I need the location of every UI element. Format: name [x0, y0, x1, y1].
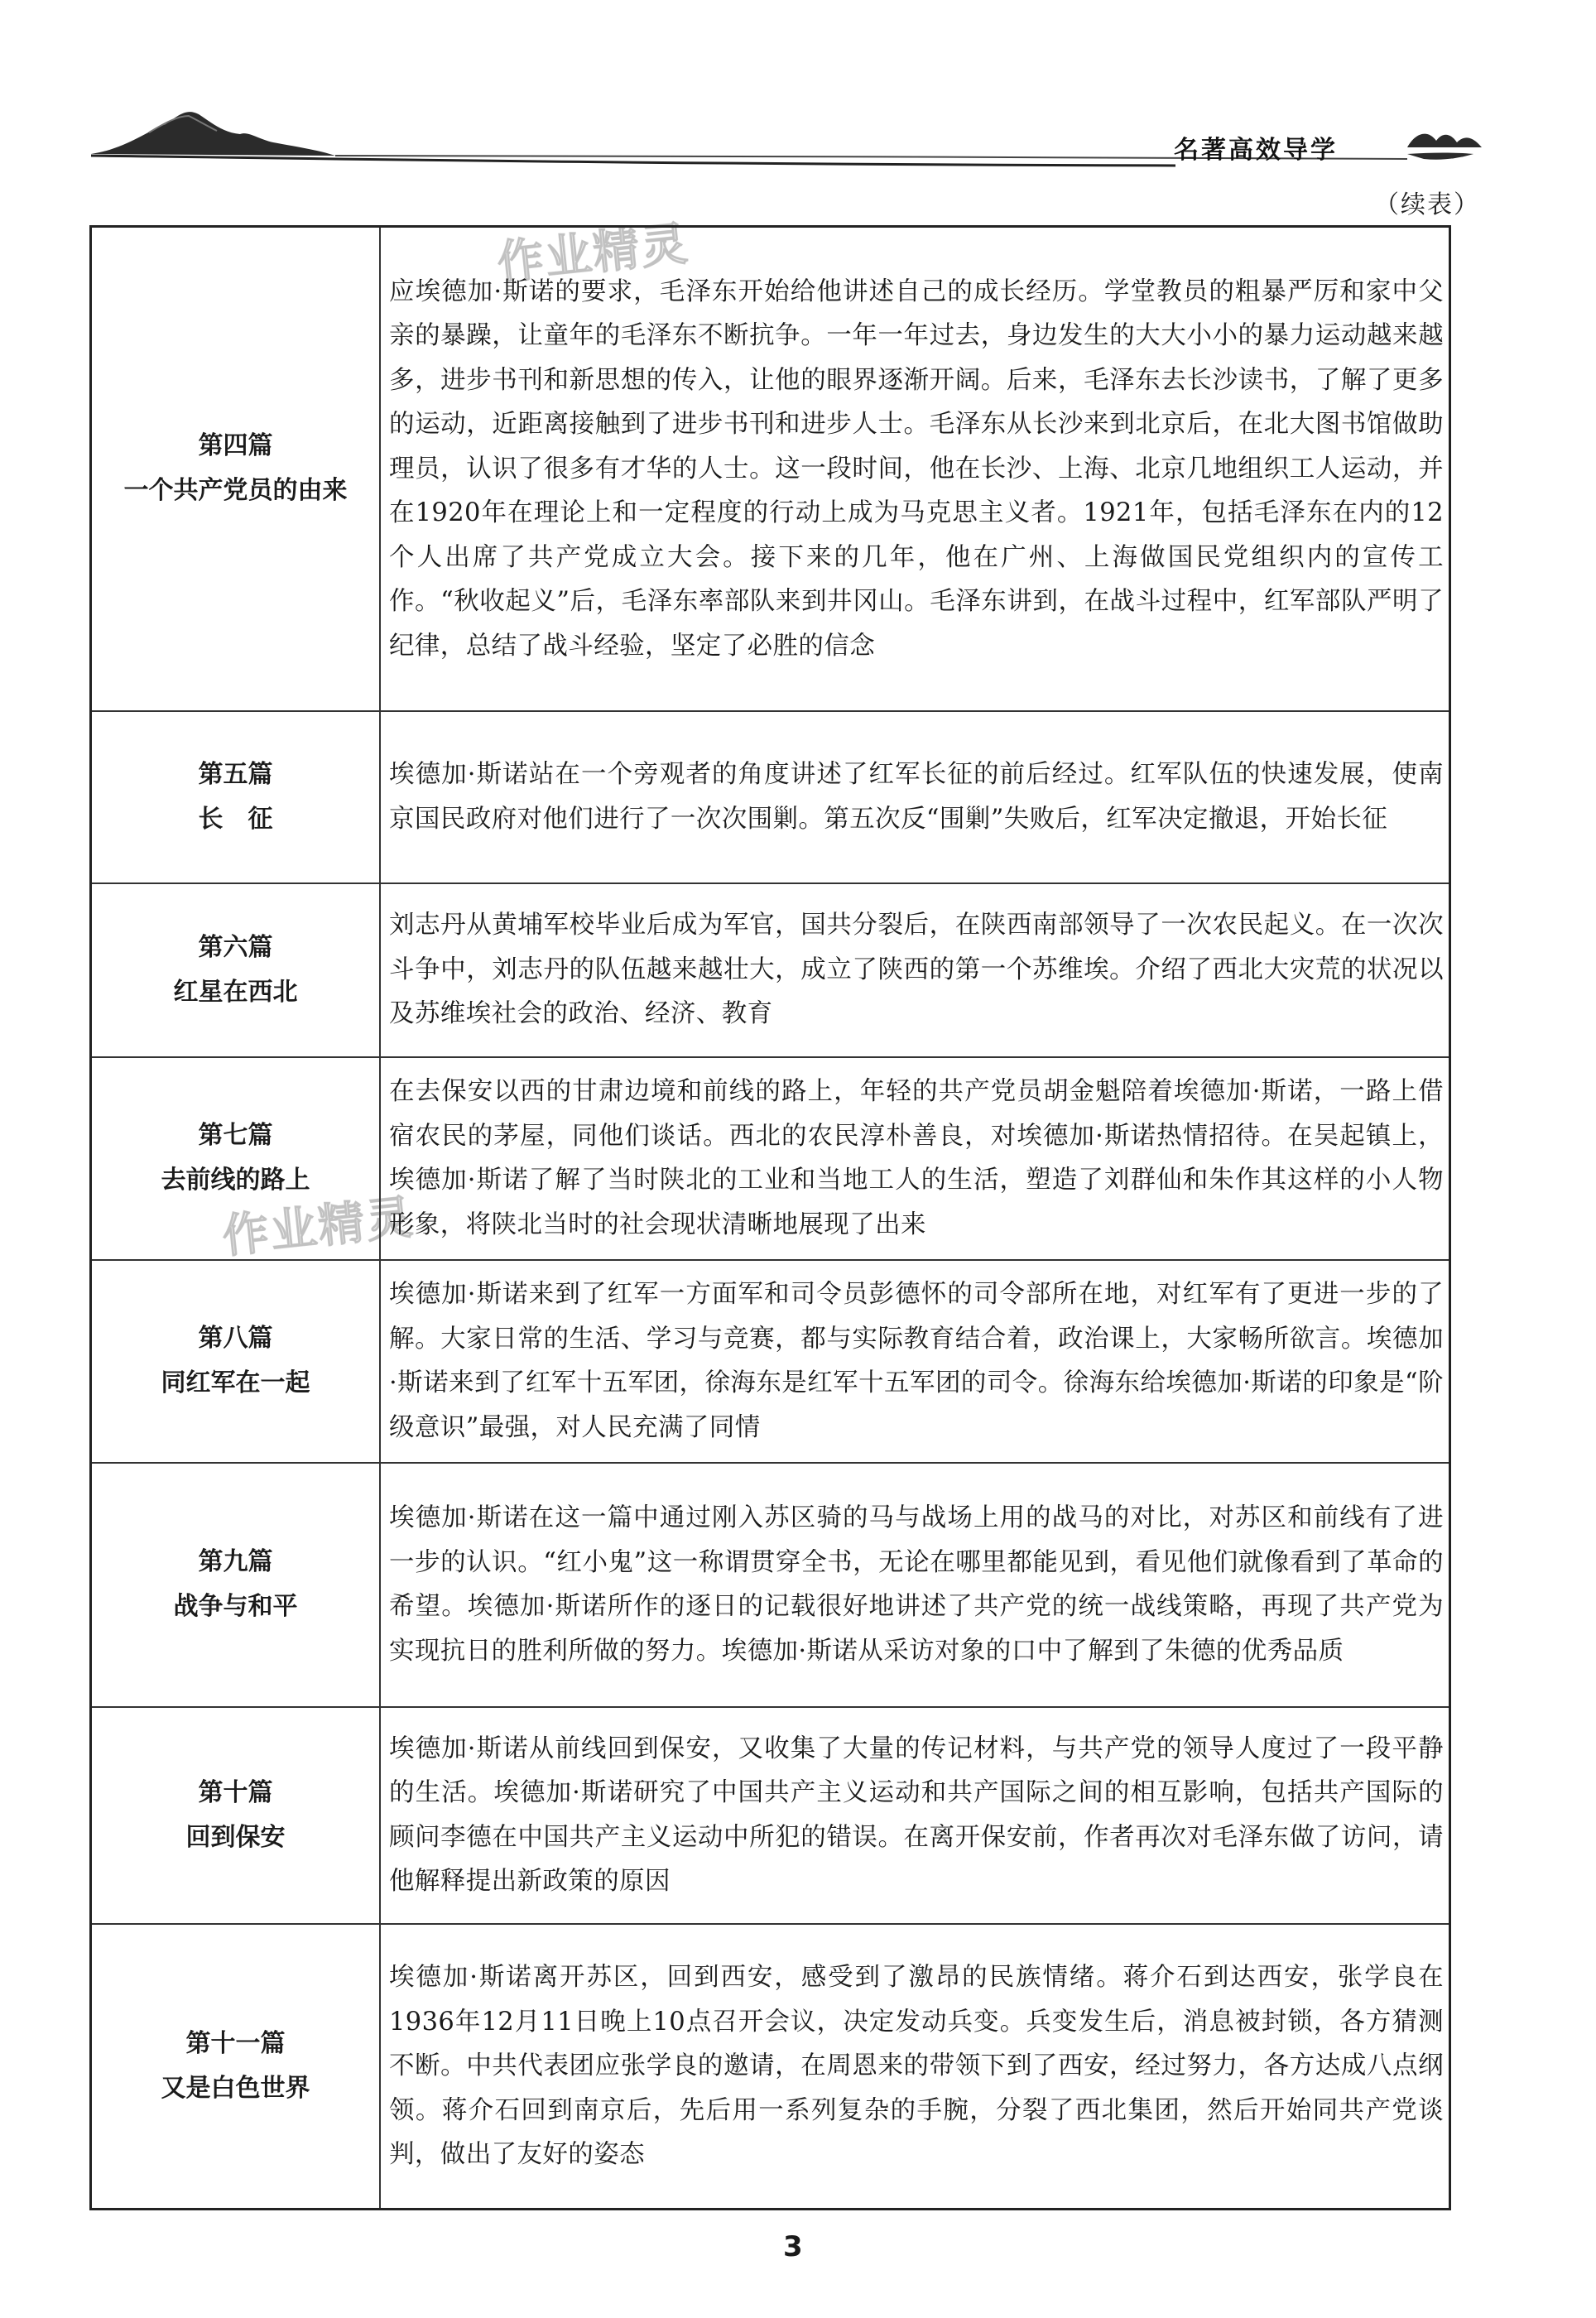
table-row: [91, 711, 1450, 883]
chapter-summary: 埃德加·斯诺离开苏区，回到西安，感受到了激昂的民族情绪。蒋介石到达西安，张学良在1936年12月11日晚上10点召开会议，决定发动兵变。兵变发生后，消息被封锁，各方猜测不断。中共代表团应张学良的邀请，在周恩来的带领下到了西安，经过努力，各方达成八点纲领。蒋介石回到南京后，先后用一系列复杂的手腕，分裂了西北集团，然后开始同共产党谈判，做出了友好的姿态: [380, 1924, 1450, 2210]
table-row: [91, 1057, 1450, 1260]
chapter-summary: 在去保安以西的甘肃边境和前线的路上，年轻的共产党员胡金魁陪着埃德加·斯诺，一路上借宿农民的茅屋，同他们谈话。西北的农民淳朴善良，对埃德加·斯诺热情招待。在吴起镇上，埃德加·斯诺了解了当时陕北的工业和当地工人的生活，塑造了刘群仙和朱作其这样的小人物形象，将陕北当时的社会现状清晰地展现了出来: [380, 1057, 1450, 1260]
chapter-title: 红星在西北: [173, 977, 298, 1007]
table-row: [91, 883, 1450, 1057]
chapter-summary: 埃德加·斯诺来到了红军一方面军和司令员彭德怀的司令部所在地，对红军有了更进一步的了解。大家日常的生活、学习与竞赛，都与实际教育结合着，政治课上，大家畅所欲言。埃德加·斯诺来到了红军十五军团，徐海东是红军十五军团的司令。徐海东给埃德加·斯诺的印象是“阶级意识”最强，对人民充满了同情: [380, 1260, 1450, 1463]
chapter-summary: 埃德加·斯诺从前线回到保安，又收集了大量的传记材料，与共产党的领导人度过了一段平静的生活。埃德加·斯诺研究了中国共产主义运动和共产国际之间的相互影响，包括共产国际的顾问李德在中国共产主义运动中所犯的错误。在离开保安前，作者再次对毛泽东做了访问，请他解释提出新政策的原因: [380, 1707, 1450, 1924]
chapter-number: 第四篇: [198, 431, 273, 461]
chapter-title: 长 征: [198, 804, 273, 834]
chapter-number: 第五篇: [198, 759, 273, 789]
chapter-summary-table: [89, 225, 1451, 2210]
chapter-cell: [91, 711, 381, 883]
table-row: [91, 1924, 1450, 2210]
chapter-cell: [91, 1260, 381, 1463]
chapter-summary: 埃德加·斯诺在这一篇中通过刚入苏区骑的马与战场上用的战马的对比，对苏区和前线有了进一步的认识。“红小鬼”这一称谓贯穿全书，无论在哪里都能见到，看见他们就像看到了革命的希望。埃德加·斯诺所作的逐日的记载很好地讲述了共产党的统一战线策略，再现了共产党为实现抗日的胜利所做的努力。埃德加·斯诺从采访对象的口中了解到了朱德的优秀品质: [380, 1463, 1450, 1707]
table-row: [91, 227, 1450, 711]
chapter-number: 第八篇: [198, 1324, 273, 1353]
chapter-title: 战争与和平: [173, 1592, 298, 1621]
chapter-summary: 应埃德加·斯诺的要求，毛泽东开始给他讲述自己的成长经历。学堂教员的粗暴严厉和家中父亲的暴躁，让童年的毛泽东不断抗争。一年一年过去，身边发生的大大小小的暴力运动越来越多，进步书刊和新思想的传入，让他的眼界逐渐开阔。后来，毛泽东去长沙读书，了解了更多的运动，近距离接触到了进步书刊和进步人士。毛泽东从长沙来到北京后，在北大图书馆做助理员，认识了很多有才华的人士。这一段时间，他在长沙、上海、北京几地组织工人运动，并在1920年在理论上和一定程度的行动上成为马克思主义者。1921年，包括毛泽东在内的12个人出席了共产党成立大会。接下来的几年，他在广州、上海做国民党组织内的宣传工作。“秋收起义”后，毛泽东率部队来到井冈山。毛泽东讲到，在战斗过程中，红军部队严明了纪律，总结了战斗经验，坚定了必胜的信念: [380, 227, 1450, 711]
chapter-cell: [91, 1057, 381, 1260]
chapter-number: 第七篇: [198, 1121, 273, 1150]
brand-title: 名著高效导学: [1174, 136, 1338, 165]
chapter-cell: [91, 1463, 381, 1707]
chapter-title: 同红军在一起: [161, 1368, 310, 1397]
chapter-title: 去前线的路上: [161, 1166, 310, 1195]
continued-label: （续表）: [1374, 190, 1480, 219]
mountain-logo-icon: [0, 0, 1596, 190]
chapter-summary: 刘志丹从黄埔军校毕业后成为军官，国共分裂后，在陕西南部领导了一次农民起义。在一次次斗争中，刘志丹的队伍越来越壮大，成立了陕西的第一个苏维埃。介绍了西北大灾荒的状况以及苏维埃社会的政治、经济、教育: [380, 883, 1450, 1057]
page-number: 3: [783, 2230, 803, 2263]
chapter-summary: 埃德加·斯诺站在一个旁观者的角度讲述了红军长征的前后经过。红军队伍的快速发展，使南京国民政府对他们进行了一次次围剿。第五次反“围剿”失败后，红军决定撤退，开始长征: [380, 711, 1450, 883]
watermark: 作业精灵: [494, 217, 692, 291]
chapter-title: 回到保安: [185, 1822, 286, 1852]
chapter-title: 又是白色世界: [161, 2073, 310, 2103]
chapter-number: 第六篇: [198, 932, 273, 962]
chapter-number: 第十一篇: [185, 2028, 286, 2058]
chapter-cell: [91, 883, 381, 1057]
chapter-title: 一个共产党员的由来: [123, 476, 348, 506]
chapter-cell: [91, 227, 381, 711]
watermark: 作业精灵: [219, 1190, 417, 1264]
chapter-cell: [91, 1707, 381, 1924]
table-row: [91, 1463, 1450, 1707]
table-row: [91, 1707, 1450, 1924]
chapter-number: 第九篇: [198, 1547, 273, 1576]
page-header: [0, 0, 1596, 219]
chapter-cell: [91, 1924, 381, 2210]
table-row: [91, 1260, 1450, 1463]
chapter-number: 第十篇: [198, 1777, 273, 1807]
